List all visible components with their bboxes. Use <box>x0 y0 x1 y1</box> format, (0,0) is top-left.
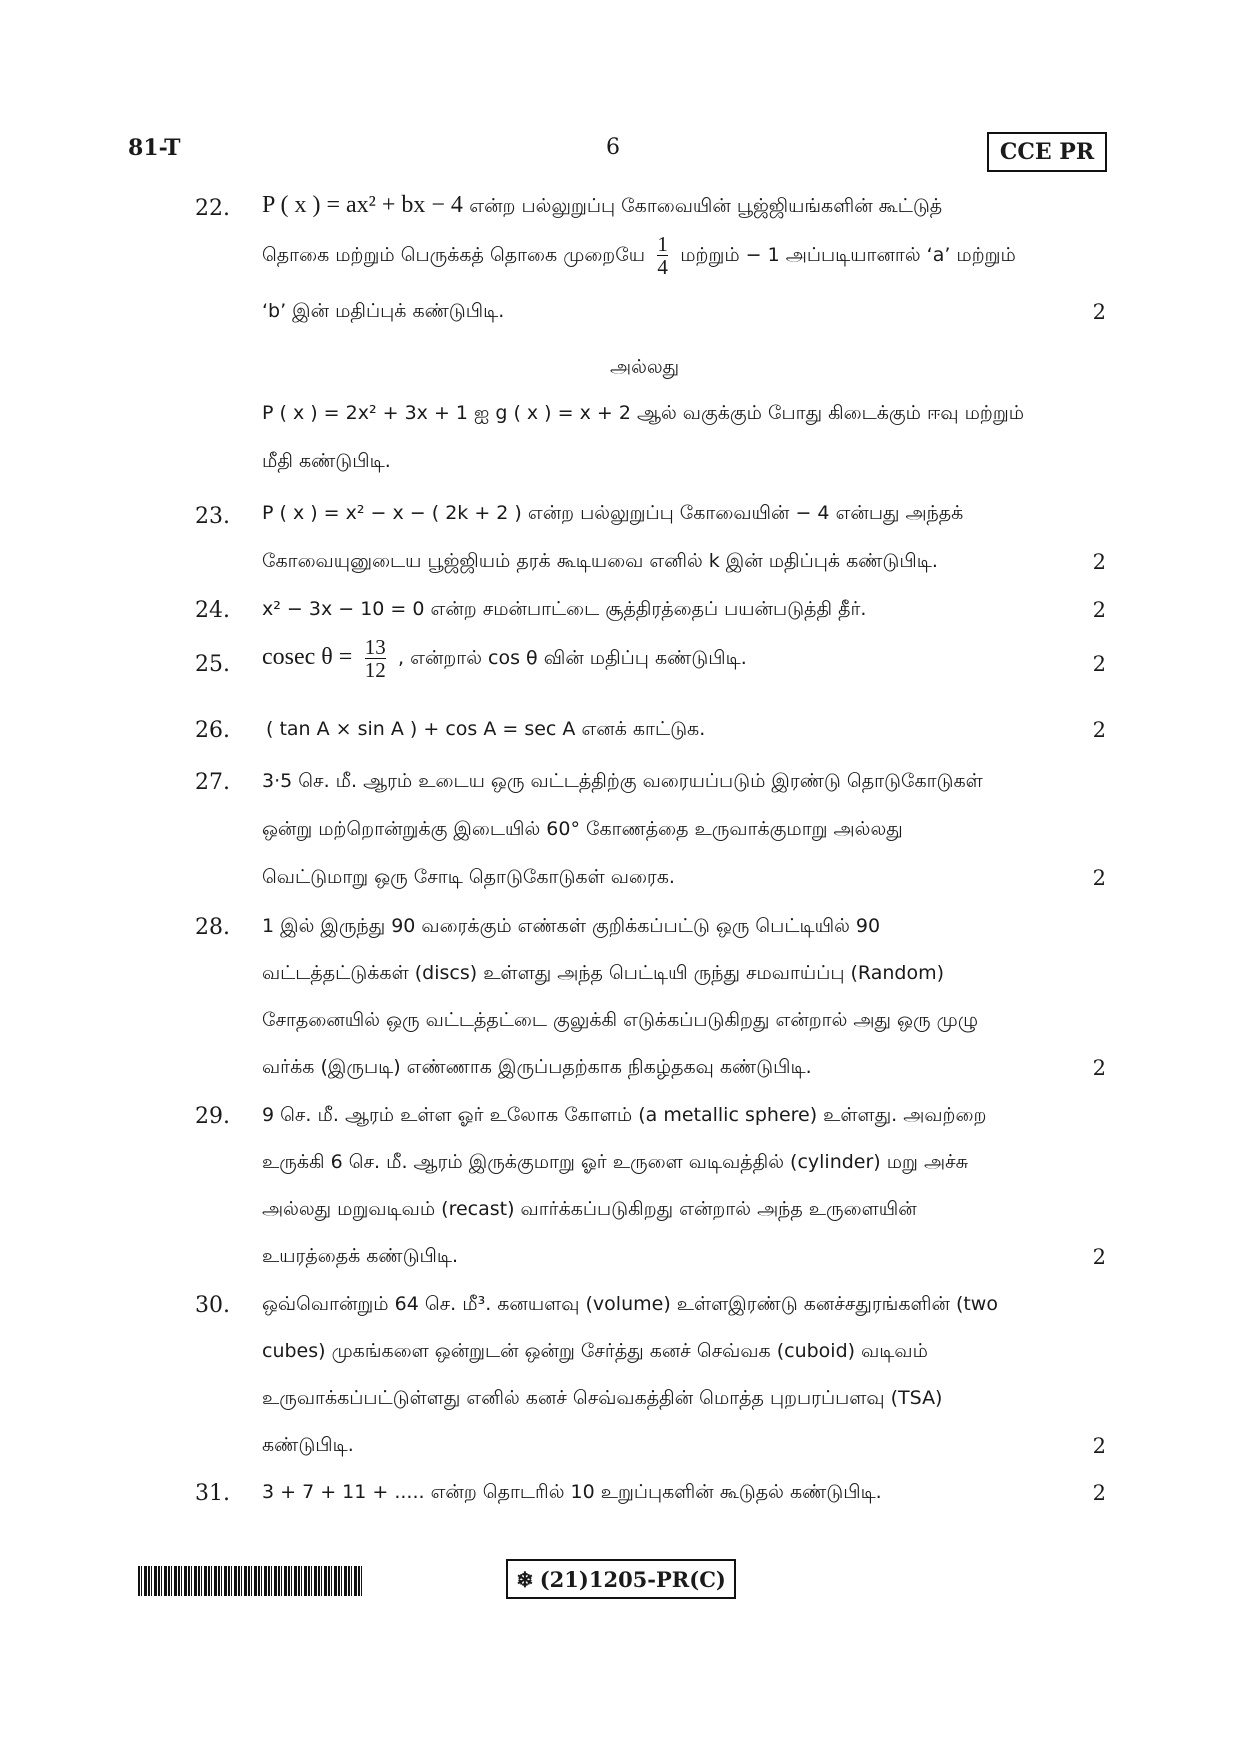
fraction-numerator: 1 <box>657 232 668 256</box>
marks: 2 <box>1092 652 1106 676</box>
question-text: என்ற பல்லுறுப்பு கோவையின் பூஜ்ஜியங்களின் கூட்டுத் <box>469 195 943 217</box>
question-text: வர்க்க (இருபடி) எண்ணாக இருப்பதற்காக நிகழ்தகவு கண்டுபிடி. <box>262 1056 812 1078</box>
question-number: 24. <box>195 598 230 623</box>
question-text: சோதனையில் ஒரு வட்டத்தட்டை குலுக்கி எடுக்கப்படுகிறது என்றால் அது ஒரு முழு <box>262 1009 979 1031</box>
question-text: ஒன்று மற்றொன்றுக்கு இடையில் 60° கோணத்தை உருவாக்குமாறு அல்லது <box>262 818 903 840</box>
question-line <box>262 636 747 681</box>
question-text: , என்றால் cos θ வின் மதிப்பு கண்டுபிடி. <box>398 647 747 670</box>
question-text: 1 இல் இருந்து 90 வரைக்கும் எண்கள் குறிக்கப்பட்டு ஒரு பெட்டியில் 90 <box>262 915 881 937</box>
marks: 2 <box>1092 866 1106 890</box>
question-text: ‘b’ இன் மதிப்புக் கண்டுபிடி. <box>262 300 505 322</box>
fraction-denominator: 12 <box>364 658 386 683</box>
fraction <box>365 636 386 681</box>
question-text: கண்டுபிடி. <box>262 1434 354 1456</box>
question-text: கோவையுனுடைய பூஜ்ஜியம் தரக் கூடியவை எனில் k இன் மதிப்புக் கண்டுபிடி. <box>262 550 938 572</box>
question-text: cubes) முகங்களை ஒன்றுடன் ஒன்று சேர்த்து கனச் செவ்வக (cuboid) வடிவம் <box>262 1340 928 1362</box>
question-number: 28. <box>195 915 230 940</box>
question-text: 9 செ. மீ. ஆரம் உள்ள ஓர் உலோக கோளம் (a metallic sphere) உள்ளது. அவற்றை <box>262 1104 987 1126</box>
question-text: உருவாக்கப்பட்டுள்ளது எனில் கனச் செவ்வகத்தின் மொத்த புறபரப்பளவு (TSA) <box>262 1387 943 1409</box>
question-text: P ( x ) = x² − x − ( 2k + 2 ) என்ற பல்லுறுப்பு கோவையின் − 4 என்பது அந்தக் <box>262 502 964 524</box>
page-number: 6 <box>606 135 620 160</box>
marks: 2 <box>1092 1434 1106 1458</box>
question-text: வட்டத்தட்டுக்கள் (discs) உள்ளது அந்த பெட்டியி ருந்து சமவாய்ப்பு (Random) <box>262 962 945 984</box>
question-number: 23. <box>195 504 230 529</box>
question-text: உயரத்தைக் கண்டுபிடி. <box>262 1245 459 1267</box>
question-text: தொகை மற்றும் பெருக்கத் தொகை முறையே <box>262 244 646 267</box>
fraction-denominator: 4 <box>657 255 668 280</box>
question-number: 26. <box>195 718 230 743</box>
question-number: 27. <box>195 770 230 795</box>
marks: 2 <box>1092 300 1106 324</box>
question-text: வெட்டுமாறு ஒரு சோடி தொடுகோடுகள் வரைக. <box>262 866 675 888</box>
paper-code: 81-T <box>128 135 181 161</box>
question-number: 31. <box>195 1481 230 1506</box>
marks: 2 <box>1092 718 1106 742</box>
marks: 2 <box>1092 598 1106 622</box>
math-expression: cosec θ = <box>262 644 353 671</box>
math-expression: P ( x ) = ax² + bx − 4 <box>262 192 463 218</box>
question-text: 3·5 செ. மீ. ஆரம் உடைய ஒரு வட்டத்திற்கு வரையப்படும் இரண்டு தொடுகோடுகள் <box>262 770 983 792</box>
question-text: ஒவ்வொன்றும் 64 செ. மீ³. கனயளவு (volume) உள்ளஇரண்டு கனச்சதுரங்களின் (two <box>262 1293 998 1315</box>
question-number: 25. <box>195 652 230 677</box>
question-text: x² − 3x − 10 = 0 என்ற சமன்பாட்டை சூத்திரத்தைப் பயன்படுத்தி தீர். <box>262 598 867 620</box>
or-divider: அல்லது <box>610 356 680 378</box>
fraction <box>657 233 668 278</box>
marks: 2 <box>1092 1056 1106 1080</box>
question-number: 29. <box>195 1104 230 1129</box>
snowflake-icon: ❄ <box>516 1566 534 1592</box>
question-number: 22. <box>195 196 230 221</box>
footer-code: (21)1205-PR(C) <box>539 1566 726 1592</box>
footer-code-box <box>506 1559 736 1599</box>
exam-type-badge: CCE PR <box>987 132 1107 172</box>
question-text: 3 + 7 + 11 + ..... என்ற தொடரில் 10 உறுப்புகளின் கூடுதல் கண்டுபிடி. <box>262 1481 882 1503</box>
marks: 2 <box>1092 1481 1106 1505</box>
question-text: மீதி கண்டுபிடி. <box>262 450 391 472</box>
question-text: P ( x ) = 2x² + 3x + 1 ஐ g ( x ) = x + 2 ஆல் வகுக்கும் போது கிடைக்கும் ஈவு மற்றும் <box>262 402 1025 424</box>
question-text: உருக்கி 6 செ. மீ. ஆரம் இருக்குமாறு ஓர் உருளை வடிவத்தில் (cylinder) மறு அச்சு <box>262 1151 968 1173</box>
question-text: மற்றும் − 1 அப்படியானால் ‘a’ மற்றும் <box>680 244 1016 267</box>
question-text: அல்லது மறுவடிவம் (recast) வார்க்கப்படுகிறது என்றால் அந்த உருளையின் <box>262 1198 917 1220</box>
marks: 2 <box>1092 1245 1106 1269</box>
barcode <box>138 1566 364 1596</box>
question-number: 30. <box>195 1293 230 1318</box>
question-line <box>262 233 1016 278</box>
question-text: ( tan A × sin A ) + cos A = sec A எனக் காட்டுக. <box>266 718 706 740</box>
fraction-numerator: 13 <box>364 635 386 659</box>
question-line <box>262 192 942 220</box>
marks: 2 <box>1092 550 1106 574</box>
